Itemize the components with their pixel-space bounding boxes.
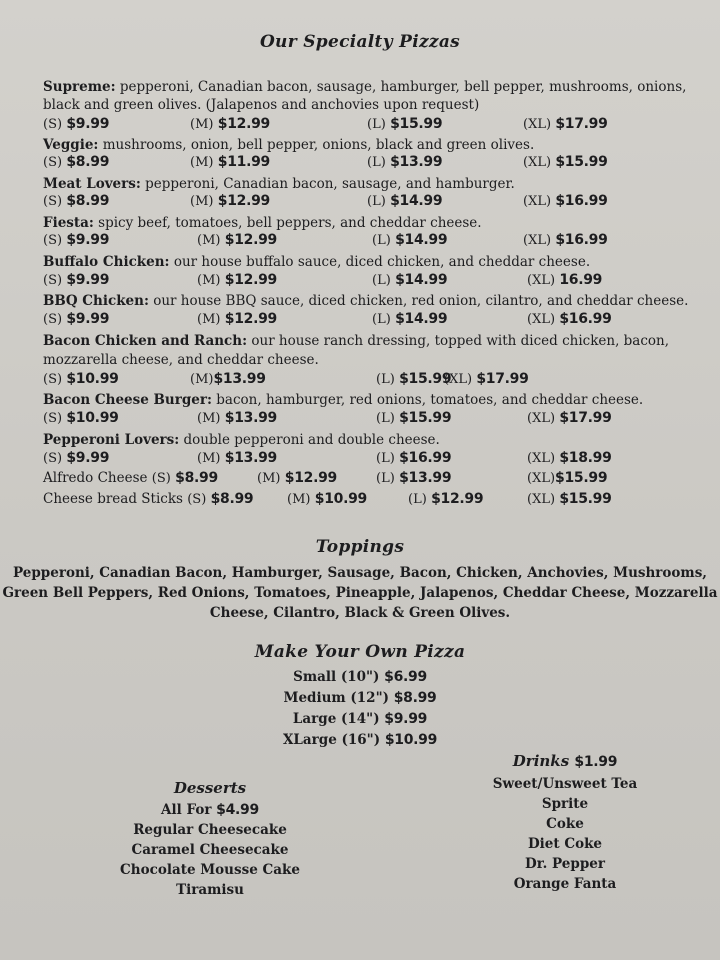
drinks-header bbox=[465, 751, 665, 772]
price: $8.99 bbox=[393, 690, 437, 706]
drink-item: Sweet/Unsweet Tea bbox=[492, 776, 638, 792]
price: $10.99 bbox=[66, 410, 119, 426]
desserts-section bbox=[95, 778, 325, 900]
pizza-desc: pepperoni, Canadian bacon, sausage, and hamburger. bbox=[140, 176, 515, 192]
price: $12.99 bbox=[224, 232, 277, 248]
size-label: (M) bbox=[197, 451, 221, 466]
size-label: (L) bbox=[367, 117, 386, 132]
price: $15.99 bbox=[555, 470, 608, 486]
pizza-name: Bacon Cheese Burger: bbox=[43, 392, 212, 408]
size-label: (M) bbox=[190, 155, 214, 170]
price: $10.99 bbox=[66, 371, 119, 387]
size-label: Small (10") bbox=[293, 669, 380, 685]
size-label: (L) bbox=[372, 273, 391, 288]
pizza-supreme-line2: black and green olives. (Jalapenos and anchovies upon request) bbox=[43, 97, 480, 113]
price: $18.99 bbox=[559, 450, 612, 466]
price: $14.99 bbox=[395, 272, 448, 288]
size-label: (S) bbox=[43, 117, 63, 132]
item-name: Cheese bread Sticks bbox=[43, 491, 183, 507]
price-row bbox=[0, 410, 720, 430]
size-label: (M) bbox=[197, 411, 221, 426]
price: $8.99 bbox=[66, 193, 110, 209]
price: $12.99 bbox=[217, 116, 270, 132]
price: $14.99 bbox=[395, 311, 448, 327]
dessert-item: Tiramisu bbox=[176, 882, 244, 898]
cheese-bread-sticks-row bbox=[0, 491, 720, 511]
price: $9.99 bbox=[66, 450, 110, 466]
pizza-meat-lovers-line1 bbox=[43, 175, 515, 193]
price-row bbox=[0, 232, 720, 252]
drink-item: Orange Fanta bbox=[513, 876, 617, 892]
size-label: (XL) bbox=[523, 233, 552, 248]
pizza-name: Supreme: bbox=[43, 79, 116, 95]
size-label: (L) bbox=[372, 312, 391, 327]
size-label: (S) bbox=[43, 155, 63, 170]
size-label: (M) bbox=[197, 312, 221, 327]
price: $12.99 bbox=[217, 193, 270, 209]
pizza-name: Buffalo Chicken: bbox=[43, 254, 170, 270]
price: $13.99 bbox=[399, 470, 452, 486]
price: $13.99 bbox=[390, 154, 443, 170]
price: $6.99 bbox=[384, 669, 427, 685]
toppings-line2: Green Bell Peppers, Red Onions, Tomatoes, Pineapple, Jalapenos, Cheddar Cheese, Mozzarella bbox=[2, 585, 718, 601]
toppings-title: Toppings bbox=[315, 537, 405, 557]
pizza-desc: our house buffalo sauce, diced chicken, and cheddar cheese. bbox=[169, 254, 591, 270]
price: $13.99 bbox=[224, 450, 277, 466]
size-label: (S) bbox=[43, 273, 63, 288]
price: $17.99 bbox=[559, 410, 612, 426]
size-label: (S) bbox=[43, 451, 63, 466]
price: $1.99 bbox=[574, 754, 618, 770]
price: $17.99 bbox=[476, 371, 529, 387]
price: $4.99 bbox=[216, 802, 259, 818]
drink-item: Dr. Pepper bbox=[525, 856, 605, 872]
price-row bbox=[0, 311, 720, 331]
price: $16.99 bbox=[555, 232, 608, 248]
price: $16.99 bbox=[559, 311, 612, 327]
size-label: (M) bbox=[197, 273, 221, 288]
size-label: (XL) bbox=[523, 155, 552, 170]
size-label: (L) bbox=[376, 372, 395, 387]
price-row bbox=[0, 193, 720, 213]
price: $13.99 bbox=[213, 371, 266, 387]
item-name: Alfredo Cheese bbox=[43, 470, 148, 486]
pizza-name: Fiesta: bbox=[43, 215, 94, 231]
price: $9.99 bbox=[66, 272, 110, 288]
price: $12.99 bbox=[224, 272, 277, 288]
size-label: (XL) bbox=[523, 194, 552, 209]
size-label: (L) bbox=[367, 194, 386, 209]
drinks-section bbox=[465, 751, 665, 894]
price-row bbox=[0, 116, 720, 136]
desserts-title: Desserts bbox=[173, 779, 247, 797]
price: $12.99 bbox=[431, 491, 484, 507]
size-xlarge bbox=[0, 730, 720, 750]
desserts-all-for bbox=[95, 800, 325, 820]
pizza-bacon-chicken-ranch-line1 bbox=[43, 332, 669, 350]
size-label: (S) bbox=[43, 372, 63, 387]
pizza-bbq-chicken-line1 bbox=[43, 292, 688, 310]
dessert-item: Chocolate Mousse Cake bbox=[120, 862, 300, 878]
size-label: Medium (12") bbox=[283, 690, 389, 706]
price: $14.99 bbox=[390, 193, 443, 209]
price: $8.99 bbox=[210, 491, 254, 507]
size-label: (L) bbox=[408, 492, 427, 507]
price: $9.99 bbox=[66, 232, 110, 248]
pizza-desc: bacon, hamburger, red onions, tomatoes, and cheddar cheese. bbox=[212, 392, 644, 408]
price: $9.99 bbox=[66, 311, 110, 327]
pizza-name: Bacon Chicken and Ranch: bbox=[43, 333, 248, 349]
price: $16.99 bbox=[399, 450, 452, 466]
pizza-pepperoni-lovers-line1 bbox=[43, 431, 440, 449]
price: $15.99 bbox=[390, 116, 443, 132]
alfredo-cheese-row bbox=[0, 470, 720, 490]
size-label: (S) bbox=[43, 411, 63, 426]
pizza-bacon-chicken-ranch-line2: mozzarella cheese, and cheddar cheese. bbox=[43, 352, 319, 368]
size-label: (M) bbox=[287, 492, 311, 507]
pizza-desc: pepperoni, Canadian bacon, sausage, hamburger, bell pepper, mushrooms, onions, bbox=[115, 79, 687, 95]
price: 16.99 bbox=[559, 272, 603, 288]
make-your-own-title: Make Your Own Pizza bbox=[254, 642, 466, 662]
size-label: (L) bbox=[367, 155, 386, 170]
size-medium bbox=[0, 688, 720, 708]
price-row bbox=[0, 272, 720, 292]
pizza-name: Meat Lovers: bbox=[43, 176, 141, 192]
pizza-desc: our house BBQ sauce, diced chicken, red onion, cilantro, and cheddar cheese. bbox=[148, 293, 689, 309]
price: $15.99 bbox=[559, 491, 612, 507]
size-label: (L) bbox=[376, 411, 395, 426]
pizza-desc: spicy beef, tomatoes, bell peppers, and cheddar cheese. bbox=[93, 215, 482, 231]
pizza-name: BBQ Chicken: bbox=[43, 293, 149, 309]
price: $8.99 bbox=[66, 154, 110, 170]
size-label: (M) bbox=[197, 233, 221, 248]
size-label: (S) bbox=[187, 492, 207, 507]
size-label: (L) bbox=[372, 233, 391, 248]
dessert-item: Regular Cheesecake bbox=[133, 822, 287, 838]
price: $11.99 bbox=[217, 154, 270, 170]
price: $17.99 bbox=[555, 116, 608, 132]
pizza-name: Veggie: bbox=[43, 137, 99, 153]
drink-item: Diet Coke bbox=[527, 836, 603, 852]
size-label: (XL) bbox=[527, 471, 556, 486]
size-label: (XL) bbox=[527, 451, 556, 466]
price: $8.99 bbox=[175, 470, 218, 486]
dessert-item: Caramel Cheesecake bbox=[131, 842, 289, 858]
price-row bbox=[0, 154, 720, 174]
price: $12.99 bbox=[224, 311, 277, 327]
size-label: (M) bbox=[257, 471, 281, 486]
price-row bbox=[0, 371, 720, 391]
size-label: (M) bbox=[190, 194, 214, 209]
size-label: (XL) bbox=[527, 492, 556, 507]
size-label: (S) bbox=[43, 312, 63, 327]
size-label: (S) bbox=[43, 194, 63, 209]
size-label: Large (14") bbox=[292, 711, 380, 727]
size-label: (S) bbox=[43, 233, 63, 248]
price-row bbox=[0, 450, 720, 470]
drink-item: Coke bbox=[546, 816, 584, 832]
size-small bbox=[0, 667, 720, 687]
size-label: (S) bbox=[151, 471, 171, 486]
size-label: (L) bbox=[376, 451, 395, 466]
pizza-fiesta-line1 bbox=[43, 214, 482, 232]
pizza-bacon-cheese-burger-line1 bbox=[43, 391, 643, 409]
price: $9.99 bbox=[66, 116, 110, 132]
price: $15.99 bbox=[399, 371, 452, 387]
size-large bbox=[0, 709, 720, 729]
toppings-line3: Cheese, Cilantro, Black & Green Olives. bbox=[209, 605, 511, 621]
specialty-pizzas-title: Our Specialty Pizzas bbox=[259, 32, 461, 52]
pizza-veggie-line1 bbox=[43, 136, 534, 154]
pizza-supreme-line1 bbox=[43, 78, 686, 96]
price: $10.99 bbox=[384, 732, 438, 748]
price: $16.99 bbox=[555, 193, 608, 209]
size-label: (XL) bbox=[523, 117, 552, 132]
price: $15.99 bbox=[555, 154, 608, 170]
drink-item: Sprite bbox=[541, 796, 589, 812]
size-label: (XL) bbox=[527, 273, 556, 288]
size-label: (L) bbox=[376, 471, 395, 486]
size-label: (XL) bbox=[444, 372, 473, 387]
size-label: XLarge (16") bbox=[282, 732, 381, 748]
price: $10.99 bbox=[314, 491, 367, 507]
pizza-buffalo-chicken-line1 bbox=[43, 253, 590, 271]
price: $13.99 bbox=[224, 410, 277, 426]
size-label: (M) bbox=[190, 372, 214, 387]
pizza-desc: double pepperoni and double cheese. bbox=[179, 432, 440, 448]
all-for-label: All For bbox=[161, 802, 212, 818]
price: $12.99 bbox=[284, 470, 337, 486]
pizza-desc: our house ranch dressing, topped with diced chicken, bacon, bbox=[247, 333, 670, 349]
drinks-title: Drinks bbox=[512, 752, 570, 770]
toppings-line1: Pepperoni, Canadian Bacon, Hamburger, Sausage, Bacon, Chicken, Anchovies, Mushrooms, bbox=[12, 565, 708, 581]
size-label: (XL) bbox=[527, 312, 556, 327]
pizza-name: Pepperoni Lovers: bbox=[43, 432, 180, 448]
price: $15.99 bbox=[399, 410, 452, 426]
price: $14.99 bbox=[395, 232, 448, 248]
price: $9.99 bbox=[384, 711, 428, 727]
size-label: (M) bbox=[190, 117, 214, 132]
pizza-desc: mushrooms, onion, bell pepper, onions, black and green olives. bbox=[98, 137, 535, 153]
size-label: (XL) bbox=[527, 411, 556, 426]
